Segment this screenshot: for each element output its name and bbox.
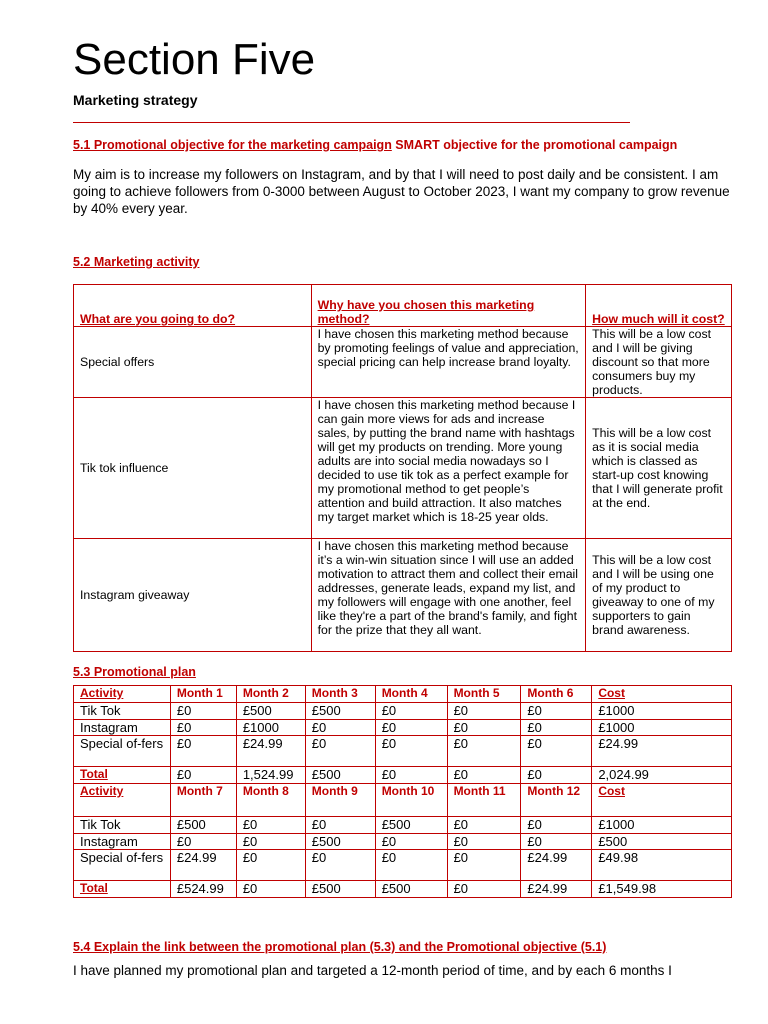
plan-header-cell: Month 5 xyxy=(447,686,521,703)
plan-cell: £0 xyxy=(170,833,236,850)
plan-cell: £0 xyxy=(375,736,447,767)
column-header: Why have you chosen this marketing method? xyxy=(311,285,586,327)
plan-cell: £0 xyxy=(521,833,592,850)
plan-cell: £524.99 xyxy=(170,881,236,898)
cost-cell: This will be a low cost and I will be giving discount so that more consumers buy my products. xyxy=(586,327,732,398)
table-header-row xyxy=(74,285,732,327)
plan-cell: £500 xyxy=(305,881,375,898)
reason-cell: I have chosen this marketing method because it’s a win-win situation since I will use an added motivation to attract them and collect their email addresses, generate leads, expand my list, and my followers will engage with one another, feel like they're a part of the brand's family, and fight for the prize that they all want. xyxy=(311,539,586,652)
page-title: Section Five xyxy=(73,35,316,84)
table-row xyxy=(74,327,732,398)
plan-cell: £0 xyxy=(447,736,521,767)
plan-row xyxy=(74,736,732,767)
plan-cell: £0 xyxy=(447,817,521,834)
plan-cell: £49.98 xyxy=(592,850,732,881)
plan-cell: £1000 xyxy=(592,719,732,736)
plan-cell: £0 xyxy=(447,850,521,881)
plan-header-cell: Month 10 xyxy=(375,784,447,817)
plan-cell: £24.99 xyxy=(521,881,592,898)
plan-header-row xyxy=(74,784,732,817)
cost-cell: This will be a low cost as it is social media which is classed as start-up cost knowing that I will generate profit at the end. xyxy=(586,398,732,539)
plan-cell: £0 xyxy=(236,833,305,850)
plan-header-cell: Month 12 xyxy=(521,784,592,817)
activity-cell: Special offers xyxy=(74,327,312,398)
plan-cell: £24.99 xyxy=(521,850,592,881)
section-5-1-heading-underlined: 5.1 Promotional objective for the marketing campaign xyxy=(73,138,392,152)
plan-cell: £500 xyxy=(170,817,236,834)
plan-header-cell: Month 7 xyxy=(170,784,236,817)
table-row xyxy=(74,539,732,652)
plan-header-row xyxy=(74,686,732,703)
plan-cell: £1000 xyxy=(592,703,732,720)
activity-cell: Instagram giveaway xyxy=(74,539,312,652)
plan-cell: £0 xyxy=(447,833,521,850)
plan-cell: £0 xyxy=(375,703,447,720)
plan-cell: £0 xyxy=(447,703,521,720)
plan-cell: £0 xyxy=(375,833,447,850)
plan-cell: £1000 xyxy=(236,719,305,736)
plan-row xyxy=(74,817,732,834)
section-5-4-heading: 5.4 Explain the link between the promotional plan (5.3) and the Promotional objective (5.1) xyxy=(73,940,607,954)
plan-cell: £0 xyxy=(170,736,236,767)
reason-cell: I have chosen this marketing method because by promoting feelings of value and appreciation, special pricing can help increase brand loyalty. xyxy=(311,327,586,398)
column-header: What are you going to do? xyxy=(74,285,312,327)
section-5-1-heading xyxy=(73,138,677,152)
section-5-4-paragraph: I have planned my promotional plan and targeted a 12-month period of time, and by each 6 months I xyxy=(73,963,672,978)
plan-header-cell: Month 8 xyxy=(236,784,305,817)
plan-row xyxy=(74,703,732,720)
plan-cell: £500 xyxy=(592,833,732,850)
plan-header-cell: Cost xyxy=(592,686,732,703)
plan-cell: £0 xyxy=(375,850,447,881)
plan-cell: £0 xyxy=(447,881,521,898)
reason-cell: I have chosen this marketing method because I can gain more views for ads and increase sales, by putting the brand name with hashtags will get my products on trending. More young adults are into social media nowadays so I decided to use tik tok as a perfect example for my promotional method to get people’s attention and build attraction. It also matches my target market which is 18-25 year olds. xyxy=(311,398,586,539)
column-header: How much will it cost? xyxy=(586,285,732,327)
plan-cell: Tik Tok xyxy=(74,817,171,834)
section-5-3-heading: 5.3 Promotional plan xyxy=(73,665,196,679)
plan-cell: Tik Tok xyxy=(74,703,171,720)
plan-cell: £0 xyxy=(375,767,447,784)
plan-cell: £0 xyxy=(305,719,375,736)
plan-header-cell: Cost xyxy=(592,784,732,817)
plan-cell: £500 xyxy=(305,833,375,850)
plan-cell: £24.99 xyxy=(236,736,305,767)
plan-cell: 2,024.99 xyxy=(592,767,732,784)
plan-total-row xyxy=(74,881,732,898)
plan-header-cell: Month 6 xyxy=(521,686,592,703)
plan-cell: £0 xyxy=(305,736,375,767)
plan-cell: £0 xyxy=(447,719,521,736)
plan-cell: £0 xyxy=(170,703,236,720)
plan-cell: £500 xyxy=(375,817,447,834)
plan-cell: £0 xyxy=(170,767,236,784)
plan-row xyxy=(74,719,732,736)
plan-cell: £0 xyxy=(236,881,305,898)
cost-cell: This will be a low cost and I will be using one of my product to giveaway to one of my supporters to gain brand awareness. xyxy=(586,539,732,652)
plan-header-cell: Month 9 xyxy=(305,784,375,817)
plan-cell: £24.99 xyxy=(170,850,236,881)
plan-header-cell: Month 2 xyxy=(236,686,305,703)
section-5-2-heading: 5.2 Marketing activity xyxy=(73,255,200,269)
plan-cell: Instagram xyxy=(74,833,171,850)
plan-row xyxy=(74,833,732,850)
plan-cell: £0 xyxy=(521,703,592,720)
plan-cell: £1000 xyxy=(592,817,732,834)
plan-cell: Total xyxy=(74,881,171,898)
plan-row xyxy=(74,850,732,881)
plan-cell: £0 xyxy=(521,817,592,834)
plan-cell: £500 xyxy=(375,881,447,898)
plan-cell: Instagram xyxy=(74,719,171,736)
promotional-plan-table xyxy=(73,685,732,898)
marketing-activity-table xyxy=(73,284,732,652)
plan-header-cell: Activity xyxy=(74,686,171,703)
plan-cell: £0 xyxy=(236,850,305,881)
section-5-1-paragraph: My aim is to increase my followers on Instagram, and by that I will need to post daily and be consistent. I am going to achieve followers from 0-3000 between August to October 2023, I want my company to grow revenue by 40% every year. xyxy=(73,167,730,216)
plan-cell: £0 xyxy=(305,850,375,881)
table-row xyxy=(74,398,732,539)
plan-header-cell: Month 4 xyxy=(375,686,447,703)
plan-header-cell: Month 1 xyxy=(170,686,236,703)
plan-total-row xyxy=(74,767,732,784)
plan-cell: Special of-fers xyxy=(74,736,171,767)
plan-cell: £0 xyxy=(521,767,592,784)
plan-cell: £1,549.98 xyxy=(592,881,732,898)
activity-cell: Tik tok influence xyxy=(74,398,312,539)
plan-cell: £0 xyxy=(521,736,592,767)
plan-cell: £0 xyxy=(305,817,375,834)
plan-cell: £500 xyxy=(305,767,375,784)
plan-cell: £24.99 xyxy=(592,736,732,767)
plan-header-cell: Month 3 xyxy=(305,686,375,703)
section-5-1-heading-rest: SMART objective for the promotional campaign xyxy=(391,138,678,152)
plan-cell: £0 xyxy=(236,817,305,834)
plan-header-cell: Activity xyxy=(74,784,171,817)
plan-cell: £0 xyxy=(521,719,592,736)
plan-cell: Total xyxy=(74,767,171,784)
plan-cell: £500 xyxy=(236,703,305,720)
plan-cell: £0 xyxy=(170,719,236,736)
plan-cell: £0 xyxy=(447,767,521,784)
plan-cell: 1,524.99 xyxy=(236,767,305,784)
plan-cell: Special of-fers xyxy=(74,850,171,881)
plan-cell: £500 xyxy=(305,703,375,720)
plan-header-cell: Month 11 xyxy=(447,784,521,817)
plan-cell: £0 xyxy=(375,719,447,736)
divider xyxy=(73,122,630,123)
subtitle: Marketing strategy xyxy=(73,92,198,108)
